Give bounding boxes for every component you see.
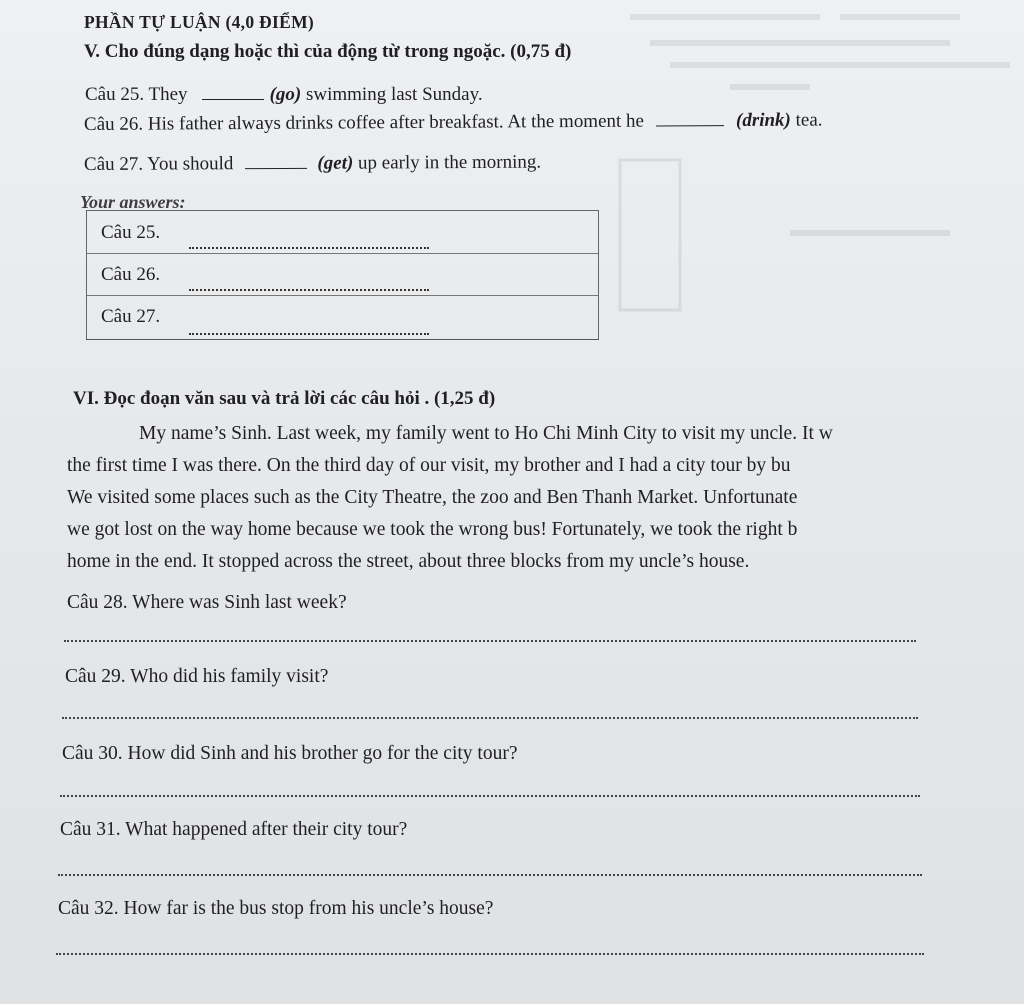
- answer-row-label: Câu 26.: [101, 264, 161, 285]
- q26-blank: [656, 109, 724, 126]
- question-32: Câu 32. How far is the bus stop from his uncle’s house?: [58, 898, 494, 919]
- answer-line-28[interactable]: [64, 640, 916, 642]
- answer-line-26[interactable]: [189, 289, 429, 291]
- question-27: [84, 151, 541, 176]
- reading-passage-line-4: we got lost on the way home because we took the wrong bus! Fortunately, we took the right b: [67, 519, 798, 540]
- q26-verb: (drink): [735, 109, 791, 132]
- question-30: Câu 30. How did Sinh and his brother go for the city tour?: [62, 743, 518, 764]
- question-26: [84, 108, 823, 136]
- answer-line-30[interactable]: [60, 795, 920, 797]
- q25-text: Câu 25. They: [85, 84, 188, 105]
- answer-line-25[interactable]: [189, 247, 429, 249]
- reading-passage-line-2: the first time I was there. On the third day of our visit, my brother and I had a city tour by bu: [67, 455, 791, 476]
- q25-suffix: swimming last Sunday.: [305, 84, 483, 105]
- answer-line-29[interactable]: [62, 717, 918, 719]
- q25-blank: [202, 83, 264, 100]
- q25-verb: (go): [269, 84, 302, 105]
- question-28: Câu 28. Where was Sinh last week?: [67, 592, 347, 613]
- part5-title: V. Cho đúng dạng hoặc thì của động từ trong ngoặc. (0,75 đ): [84, 41, 572, 62]
- reading-passage-line-1: My name’s Sinh. Last week, my family went to Ho Chi Minh City to visit my uncle. It w: [139, 423, 833, 444]
- answer-row-25: [87, 211, 598, 254]
- reading-passage-line-3: We visited some places such as the City Theatre, the zoo and Ben Thanh Market. Unfortunate: [67, 487, 798, 508]
- q27-blank: [245, 152, 307, 169]
- reading-passage-line-5: home in the end. It stopped across the street, about three blocks from my uncle’s house.: [67, 551, 750, 572]
- bleed-through-text: [610, 0, 1024, 330]
- question-31: Câu 31. What happened after their city tour?: [60, 819, 408, 840]
- answer-line-32[interactable]: [56, 953, 924, 955]
- answer-line-31[interactable]: [58, 874, 922, 876]
- q27-verb: (get): [317, 152, 354, 174]
- answers-label: Your answers:: [80, 192, 186, 212]
- part6-title: VI. Đọc đoạn văn sau và trả lời các câu hỏi . (1,25 đ): [73, 388, 496, 409]
- q27-suffix: up early in the morning.: [357, 151, 542, 174]
- answer-row-26: [87, 253, 598, 296]
- answer-table: [86, 210, 599, 340]
- answer-line-27[interactable]: [189, 333, 429, 335]
- answer-row-label: Câu 25.: [101, 222, 161, 243]
- question-25: [85, 83, 483, 106]
- answer-row-27: [87, 295, 598, 337]
- section-title: PHẦN TỰ LUẬN (4,0 ĐIỂM): [84, 12, 315, 32]
- q26-text: Câu 26. His father always drinks coffee after breakfast. At the moment he: [83, 110, 645, 135]
- q27-text: Câu 27. You should: [83, 153, 234, 175]
- answer-row-label: Câu 27.: [101, 306, 161, 327]
- question-29: Câu 29. Who did his family visit?: [65, 666, 329, 687]
- q26-suffix: tea.: [795, 109, 823, 131]
